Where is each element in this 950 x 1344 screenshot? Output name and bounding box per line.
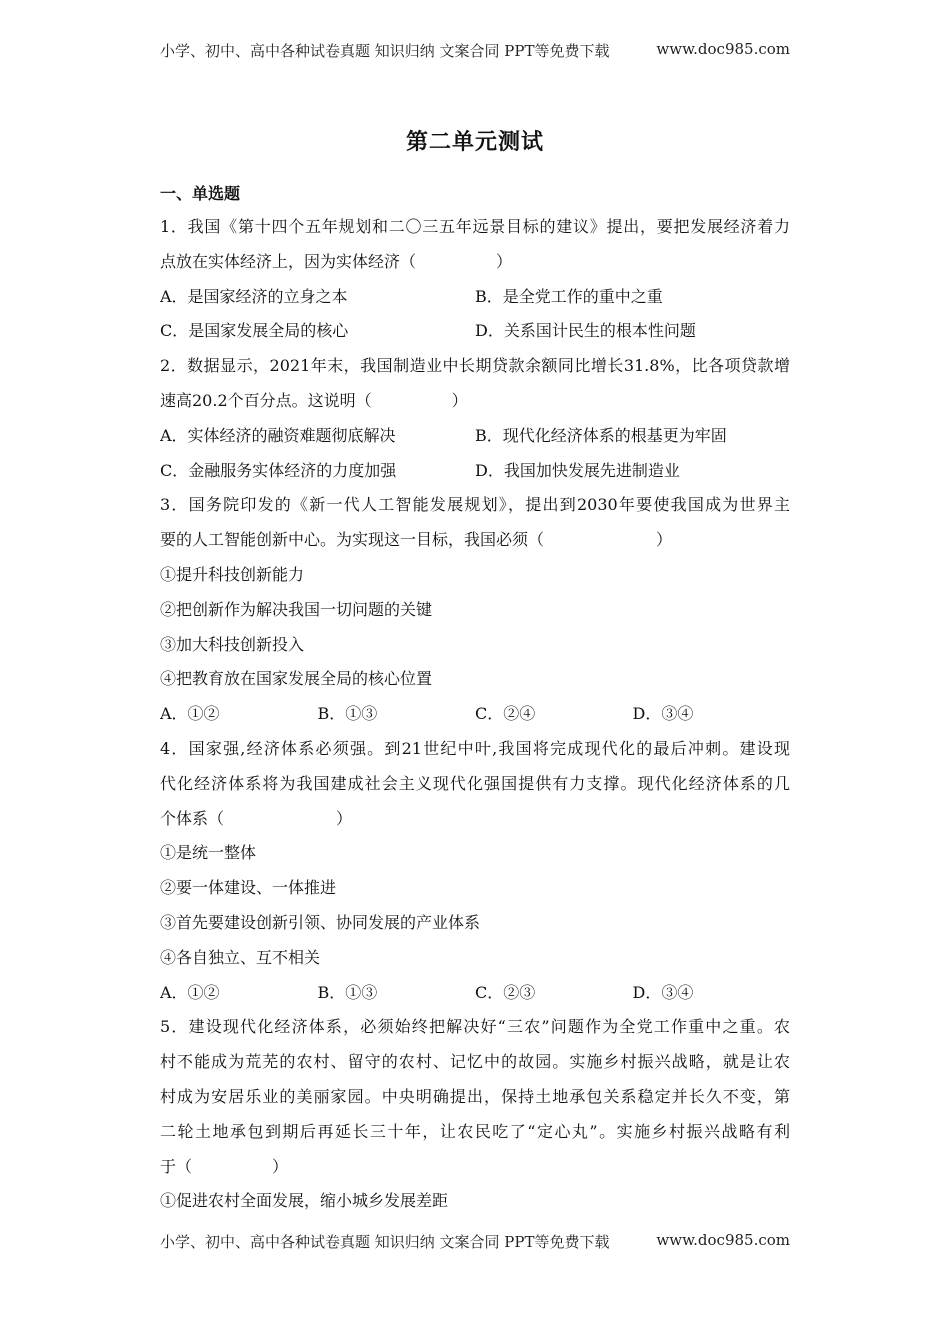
footer-left-text: 小学、初中、高中各种试卷真题 知识归纳 文案合同 PPT等免费下载 [160,1233,610,1251]
q1-options-row [160,280,790,315]
q1-option-c: C．是国家发展全局的核心 [160,321,349,341]
q2-option-b: B．现代化经济体系的根基更为牢固 [475,425,727,445]
q3-statement-3: ③加大科技创新投入 [160,634,305,654]
q3-stem-line: 要的人工智能创新中心。为实现这一目标，我国必须（ ） [160,530,673,550]
q4-option-b: B．①③ [317,982,378,1002]
q5-stem-line: 村不能成为荒芜的农村、留守的农村、记忆中的故园。实施乡村振兴战略，就是让农 [160,1052,790,1072]
page-header [160,40,790,61]
q3-option-b: B．①③ [317,704,378,724]
q5-stem-line: 二轮土地承包到期后再延长三十年，让农民吃了“定心丸”。实施乡村振兴战略有利 [160,1121,790,1141]
q4-statement-1: ①是统一整体 [160,843,257,863]
q4-statement-4: ④各自独立、互不相关 [160,947,321,967]
q2-option-a: A．实体经济的融资难题彻底解决 [160,425,396,445]
q4-statement-3: ③首先要建设创新引领、协同发展的产业体系 [160,912,481,932]
page-footer [160,1231,790,1252]
q3-option-d: D．③④ [632,704,694,724]
q2-stem-line: 2．数据显示，2021年末，我国制造业中长期贷款余额同比增长31.8%，比各项贷款增 [160,356,790,376]
q1-stem-line: 1．我国《第十四个五年规划和二〇三五年远景目标的建议》提出，要把发展经济着力 [160,217,790,236]
section-heading: 一、单选题 [160,184,241,203]
q3-stem-line: 3．国务院印发的《新一代人工智能发展规划》，提出到2030年要使我国成为世界主 [160,495,790,515]
q3-options-row [160,697,790,732]
q1-option-b: B．是全党工作的重中之重 [475,286,663,306]
q3-option-c: C．②④ [475,704,536,724]
q4-option-d: D．③④ [632,982,694,1002]
q4-stem-line: 个体系（ ） [160,808,353,828]
page-title: 第二单元测试 [405,129,544,155]
q4-option-c: C．②③ [475,982,536,1002]
q3-option-a: A．①② [160,704,220,724]
footer-url[interactable]: www.doc985.com [656,1231,790,1249]
q3-statement-1: ①提升科技创新能力 [160,564,305,584]
q4-options-row [160,976,790,1011]
question-list [160,210,790,1219]
q4-option-a: A．①② [160,982,220,1002]
q2-options-row [160,419,790,454]
q1-option-d: D．关系国计民生的根本性问题 [475,321,696,341]
q2-option-d: D．我国加快发展先进制造业 [475,460,680,480]
header-url[interactable]: www.doc985.com [656,40,790,58]
q4-statement-2: ②要一体建设、一体推进 [160,878,337,898]
q4-stem-line: 代化经济体系将为我国建成社会主义现代化强国提供有力支撑。现代化经济体系的几 [160,773,790,793]
q1-stem-line: 点放在实体经济上，因为实体经济（ ） [160,251,513,271]
q3-statement-2: ②把创新作为解决我国一切问题的关键 [160,599,433,619]
q5-stem-line: 于（ ） [160,1156,289,1176]
q3-statement-4: ④把教育放在国家发展全局的核心位置 [160,669,433,689]
q5-stem-line: 村成为安居乐业的美丽家园。中央明确提出，保持土地承包关系稳定并长久不变，第 [160,1086,790,1106]
q4-stem-line: 4．国家强,经济体系必须强。到21世纪中叶,我国将完成现代化的最后冲刺。建设现 [160,738,790,758]
q1-option-a: A．是国家经济的立身之本 [160,286,348,306]
q2-option-c: C．金融服务实体经济的力度加强 [160,460,397,480]
header-left-text: 小学、初中、高中各种试卷真题 知识归纳 文案合同 PPT等免费下载 [160,42,610,60]
q5-stem-line: 5．建设现代化经济体系，必须始终把解决好“三农”问题作为全党工作重中之重。农 [160,1017,790,1037]
q1-options-row [160,314,790,349]
q5-statement-1: ①促进农村全面发展，缩小城乡发展差距 [160,1191,449,1211]
q2-stem-line: 速高20.2个百分点。这说明（ ） [160,390,468,410]
q2-options-row [160,454,790,489]
